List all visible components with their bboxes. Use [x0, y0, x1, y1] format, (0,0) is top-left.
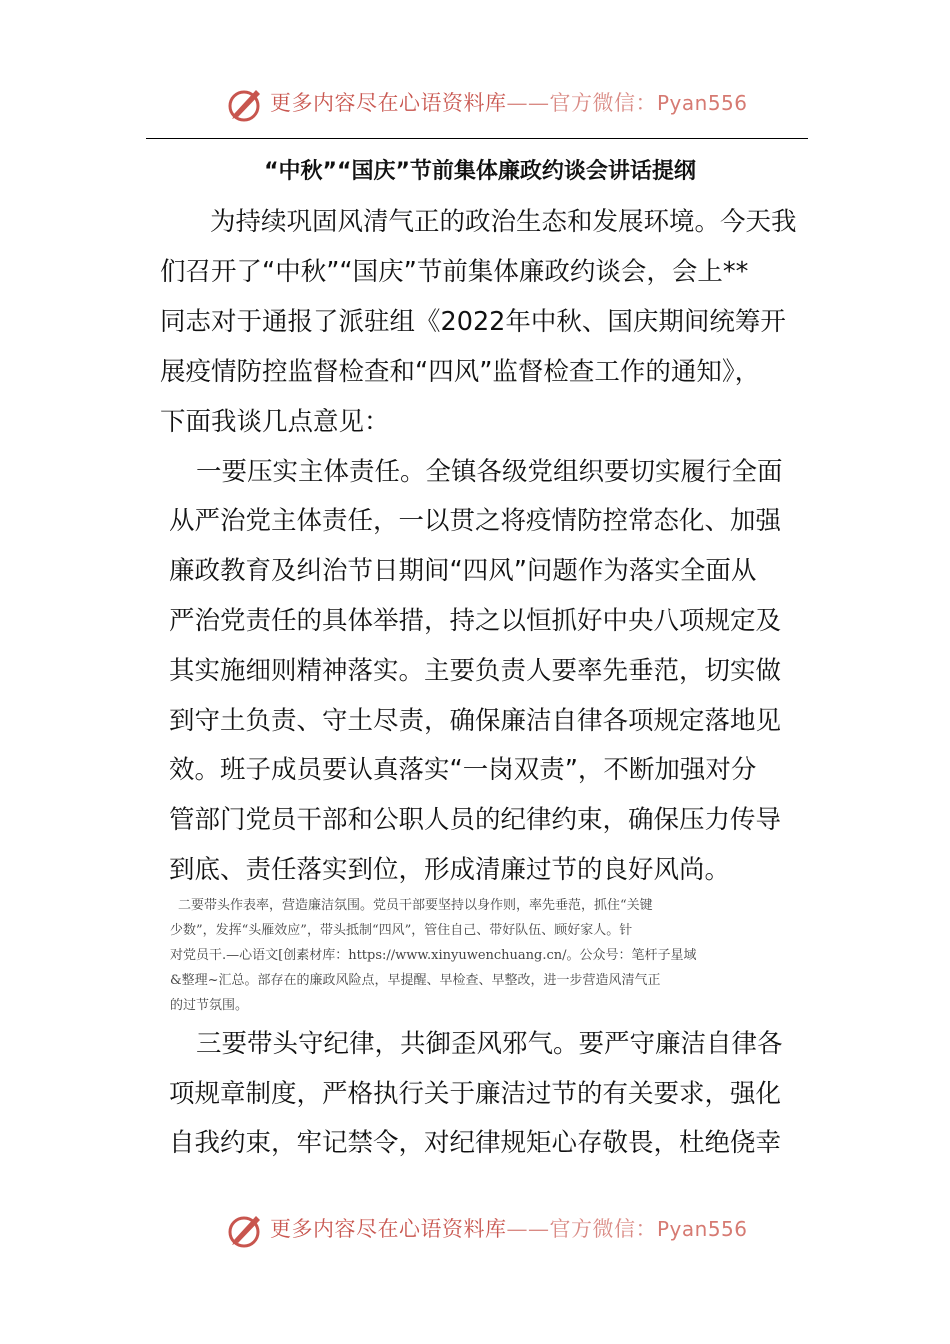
point3-line: 三要带头守纪律，共御歪风邪气。要严守廉洁自律各: [196, 1029, 783, 1059]
point1-line: 严治党责任的具体举措，持之以恒抓好中央八项规定及: [169, 606, 782, 636]
intro-line: 展疫情防控监督检查和“四风”监督检查工作的通知》，: [160, 357, 761, 387]
point1-line: 其实施细则精神落实。主要负责人要率先垂范，切实做: [169, 656, 782, 686]
quill-logo-icon: [226, 84, 266, 124]
watermark-wechat-label: 官方微信：: [549, 1217, 657, 1241]
point1-line: 管部门党员干部和公职人员的纪律约束，确保压力传导: [169, 805, 782, 835]
watermark-main: 更多内容尽在心语资料库: [270, 91, 507, 115]
watermark-wechat-id: Pyan556: [657, 1217, 748, 1241]
header-divider: [146, 138, 808, 139]
watermark-dash: ——: [506, 91, 550, 115]
intro-line: 为持续巩固风清气正的政治生态和发展环境。今天我: [210, 207, 797, 237]
intro-line: 下面我谈几点意见：: [160, 407, 390, 437]
intro-line: 们召开了“中秋”“国庆”节前集体廉政约谈会，会上**: [160, 257, 749, 287]
point2-line: &整理~汇总。部存在的廉政风险点，早提醒、早检查、早整改，进一步营造风清气正: [170, 973, 661, 988]
point2-line: 的过节氛围。: [170, 998, 249, 1013]
intro-line: 同志对于通报了派驻组《2022年中秋、国庆期间统筹开: [160, 307, 786, 337]
watermark-wechat-id: Pyan556: [657, 91, 748, 115]
footer-watermark: [0, 1208, 950, 1252]
watermark-dash: ——: [506, 1217, 550, 1241]
watermark-main: 更多内容尽在心语资料库: [270, 1217, 507, 1241]
watermark-text: [270, 1215, 748, 1243]
point1-line: 从严治党主体责任，一以贯之将疫情防控常态化、加强: [169, 506, 782, 536]
point1-line: 效。班子成员要认真落实“一岗双责”，不断加强对分: [169, 755, 757, 785]
point1-line: 廉政教育及纠治节日期间“四风”问题作为落实全面从: [169, 556, 757, 586]
point2-line: 对党员干.—心语文[创素材库：https://www.xinyuwenchuang.cn/。公众号：笔杆子星域: [170, 948, 697, 963]
watermark-wechat-label: 官方微信：: [549, 91, 657, 115]
quill-logo-icon: [226, 1210, 266, 1250]
point2-line: 二要带头作表率，营造廉洁氛围。党员干部要坚持以身作则，率先垂范，抓住“关键: [178, 898, 653, 913]
point3-line: 项规章制度，严格执行关于廉洁过节的有关要求，强化: [169, 1079, 782, 1109]
point2-line: 少数”，发挥“头雁效应”，带头抵制“四风”，管住自己、带好队伍、顾好家人。针: [170, 923, 633, 938]
watermark-text: [270, 89, 748, 117]
document-title: “中秋”“国庆”节前集体廉政约谈会讲话提纲: [264, 159, 696, 184]
point1-line: 到守土负责、守土尽责，确保廉洁自律各项规定落地见: [169, 706, 782, 736]
point1-line: 到底、责任落实到位，形成清廉过节的良好风尚。: [169, 855, 731, 885]
header-watermark: [0, 82, 950, 126]
point3-line: 自我约束，牢记禁令，对纪律规矩心存敬畏，杜绝侥幸: [169, 1128, 782, 1158]
point1-line: 一要压实主体责任。全镇各级党组织要切实履行全面: [196, 457, 783, 487]
